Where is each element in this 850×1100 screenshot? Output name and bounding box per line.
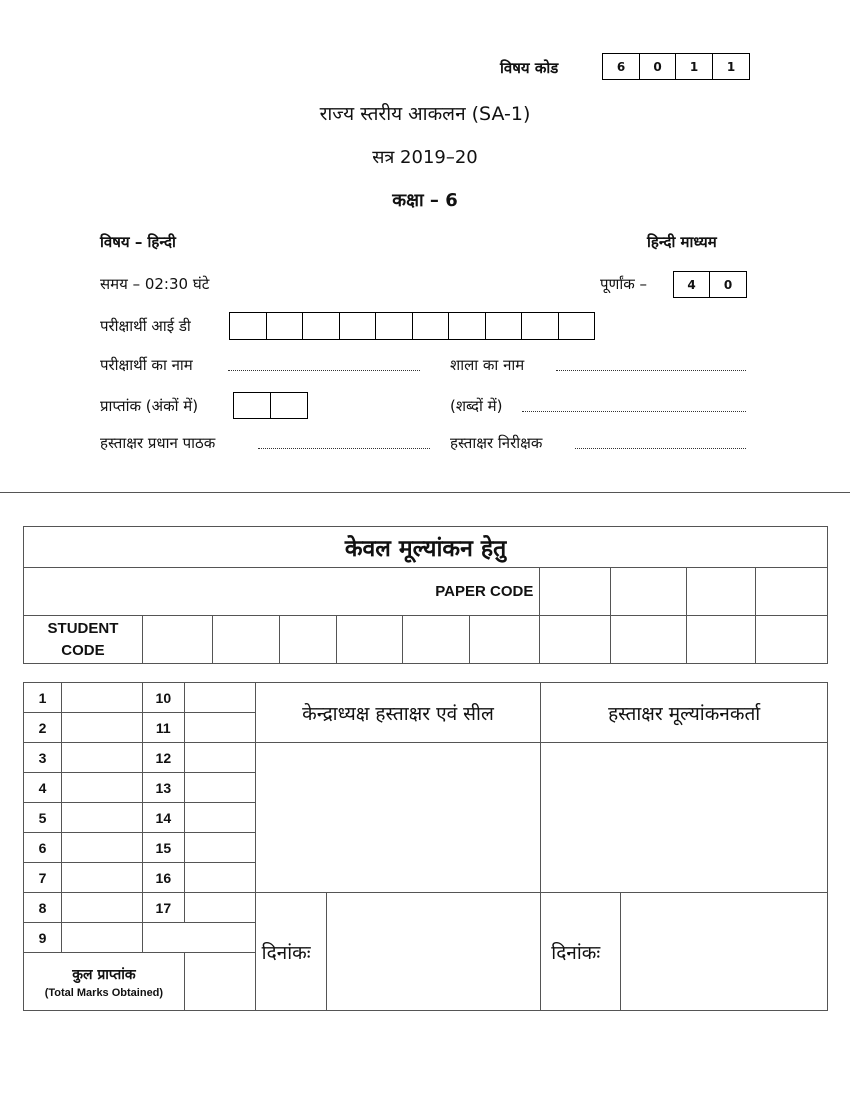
- question-marks-box[interactable]: [184, 803, 255, 833]
- student-id-label: परीक्षार्थी आई डी: [100, 317, 191, 335]
- question-marks-box[interactable]: [61, 923, 142, 953]
- question-marks-box[interactable]: [61, 833, 142, 863]
- student-id-box[interactable]: [376, 312, 413, 340]
- date-label-evaluator: दिनांकः: [541, 893, 621, 1011]
- student-code-box[interactable]: [611, 616, 687, 664]
- student-code-box[interactable]: [540, 616, 611, 664]
- session: सत्र 2019–20: [372, 147, 478, 168]
- subject-code-label: विषय कोड: [500, 59, 559, 77]
- question-marks-box[interactable]: [184, 863, 255, 893]
- student-id-box[interactable]: [522, 312, 559, 340]
- student-code-box[interactable]: [142, 616, 212, 664]
- student-code-label-line1: STUDENT: [47, 619, 119, 637]
- paper-code-label: PAPER CODE: [24, 568, 540, 616]
- question-number: 17: [142, 893, 184, 923]
- student-code-box[interactable]: [212, 616, 279, 664]
- student-id-box[interactable]: [303, 312, 340, 340]
- total-marks-label: [24, 953, 185, 1011]
- question-marks-box[interactable]: [61, 893, 142, 923]
- student-code-box[interactable]: [756, 616, 828, 664]
- school-name-label: शाला का नाम: [450, 356, 525, 374]
- marks-signature-table: [23, 682, 828, 1011]
- question-number: 16: [142, 863, 184, 893]
- question-number: 11: [142, 713, 184, 743]
- total-marks-english: (Total Marks Obtained): [44, 986, 164, 999]
- subject-code-digit: 0: [640, 53, 676, 80]
- evaluation-title: केवल मूल्यांकन हेतु: [24, 527, 828, 568]
- marks-digits-label: प्राप्तांक (अंकों में): [100, 397, 199, 415]
- evaluator-signature-area[interactable]: [541, 743, 828, 893]
- student-id-box[interactable]: [340, 312, 377, 340]
- max-marks-boxes: [673, 271, 747, 298]
- evaluation-table: [23, 526, 828, 664]
- student-code-label: [24, 616, 143, 664]
- student-id-box[interactable]: [230, 312, 267, 340]
- question-number: 10: [142, 683, 184, 713]
- question-number: 9: [24, 923, 62, 953]
- student-id-boxes[interactable]: [229, 312, 595, 340]
- total-marks-box[interactable]: [184, 953, 255, 1011]
- student-name-line[interactable]: [228, 370, 420, 371]
- subject-code-digit: 1: [713, 53, 750, 80]
- student-id-box[interactable]: [413, 312, 450, 340]
- question-number: 8: [24, 893, 62, 923]
- marks-digit-box[interactable]: [234, 392, 271, 419]
- question-number: 5: [24, 803, 62, 833]
- date-area-center-head[interactable]: [326, 893, 541, 1011]
- student-id-box[interactable]: [559, 312, 596, 340]
- max-marks-digit: 0: [710, 271, 747, 298]
- question-marks-box[interactable]: [61, 713, 142, 743]
- principal-signature-line[interactable]: [258, 448, 430, 449]
- student-id-box[interactable]: [449, 312, 486, 340]
- question-marks-box[interactable]: [184, 713, 255, 743]
- paper-code-box[interactable]: [540, 568, 611, 616]
- date-area-evaluator[interactable]: [621, 893, 828, 1011]
- class: कक्षा – 6: [392, 190, 458, 211]
- invigilator-signature-line[interactable]: [575, 448, 746, 449]
- date-label-center-head: दिनांकः: [255, 893, 326, 1011]
- student-code-box[interactable]: [336, 616, 402, 664]
- subject-code-digit: 1: [676, 53, 713, 80]
- question-marks-box[interactable]: [61, 803, 142, 833]
- evaluator-signature-label: हस्ताक्षर मूल्यांकनकर्ता: [541, 683, 828, 743]
- question-marks-box[interactable]: [184, 683, 255, 713]
- student-id-box[interactable]: [267, 312, 304, 340]
- question-number: 4: [24, 773, 62, 803]
- student-name-label: परीक्षार्थी का नाम: [100, 356, 193, 374]
- time: समय – 02:30 घंटे: [100, 275, 210, 293]
- center-head-signature-label: केन्द्राध्यक्ष हस्ताक्षर एवं सील: [255, 683, 541, 743]
- subject: विषय – हिन्दी: [100, 233, 176, 251]
- question-number: 12: [142, 743, 184, 773]
- marks-digit-box[interactable]: [271, 392, 308, 419]
- question-number: 7: [24, 863, 62, 893]
- total-marks-hindi: कुल प्राप्तांक: [72, 966, 136, 983]
- medium: हिन्दी माध्यम: [647, 233, 717, 251]
- exam-title: राज्य स्तरीय आकलन (SA-1): [319, 103, 531, 125]
- question-marks-box[interactable]: [61, 773, 142, 803]
- student-code-box[interactable]: [470, 616, 540, 664]
- student-id-box[interactable]: [486, 312, 523, 340]
- question-number: 6: [24, 833, 62, 863]
- question-number: 3: [24, 743, 62, 773]
- question-marks-box[interactable]: [184, 773, 255, 803]
- question-marks-box[interactable]: [184, 743, 255, 773]
- question-marks-box[interactable]: [184, 893, 255, 923]
- question-marks-blank: [142, 923, 255, 953]
- question-marks-box[interactable]: [184, 833, 255, 863]
- question-number: 2: [24, 713, 62, 743]
- question-number: 1: [24, 683, 62, 713]
- paper-code-box[interactable]: [611, 568, 687, 616]
- subject-code-digit: 6: [603, 53, 640, 80]
- question-number: 15: [142, 833, 184, 863]
- student-code-box[interactable]: [279, 616, 336, 664]
- paper-code-box[interactable]: [756, 568, 828, 616]
- paper-code-box[interactable]: [687, 568, 756, 616]
- student-code-box[interactable]: [402, 616, 470, 664]
- question-number: 14: [142, 803, 184, 833]
- invigilator-signature-label: हस्ताक्षर निरीक्षक: [450, 434, 543, 452]
- max-marks-label: पूर्णांक –: [600, 275, 648, 293]
- principal-signature-label: हस्ताक्षर प्रधान पाठक: [100, 434, 216, 452]
- marks-words-label: (शब्दों में): [450, 397, 503, 415]
- question-number: 13: [142, 773, 184, 803]
- section-divider: [0, 492, 850, 493]
- subject-code-boxes: [602, 53, 750, 80]
- max-marks-digit: 4: [674, 271, 710, 298]
- marks-digits-boxes[interactable]: [233, 392, 308, 419]
- center-head-signature-area[interactable]: [255, 743, 541, 893]
- marks-words-line[interactable]: [522, 411, 746, 412]
- question-marks-box[interactable]: [61, 863, 142, 893]
- school-name-line[interactable]: [556, 370, 746, 371]
- student-code-box[interactable]: [687, 616, 756, 664]
- student-code-label-line2: CODE: [61, 641, 105, 659]
- question-marks-box[interactable]: [61, 683, 142, 713]
- question-marks-box[interactable]: [61, 743, 142, 773]
